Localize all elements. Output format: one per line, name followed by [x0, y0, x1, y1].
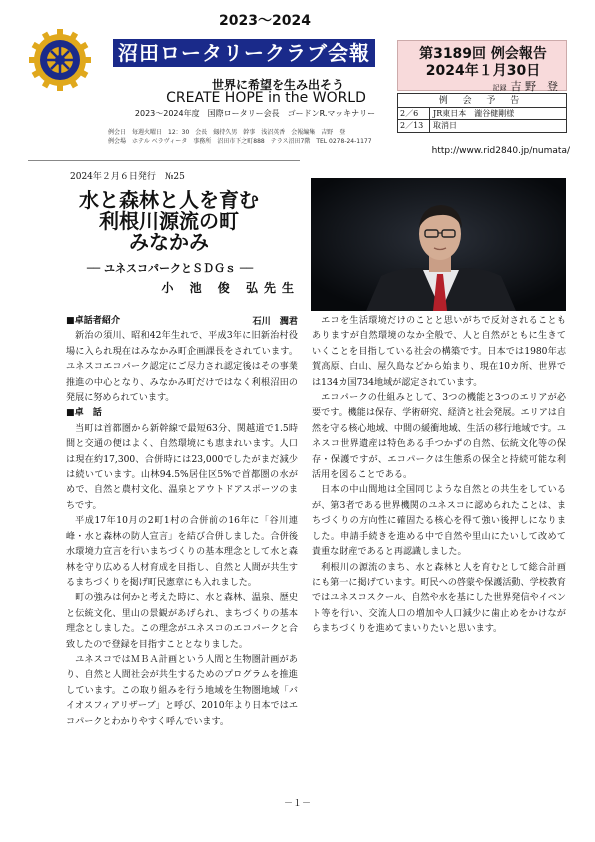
talk-heading: ■卓 話 — [66, 408, 102, 419]
recorder-label: 記録 — [492, 84, 507, 92]
body-paragraph: エコを生活環境だけのことと思いがちで反対されることもありますが自然環境のなか全般で、人と自然がともに生きていくことを目指している社会の構築です。日本では1980年志賀高原、白山、屋久島などから始まり、現在10カ所、世界では134カ国734地域が認定されています。 — [312, 316, 566, 388]
report-date: 2024年１月30日 — [425, 63, 541, 79]
club-year: 2023～2024 — [219, 13, 311, 29]
report-box — [397, 40, 567, 91]
report-number: 第3189回 例会報告 — [419, 46, 547, 62]
intro-paragraph: 新治の須川、昭和42年生れで、平成3年に旧新治村役場に入られ現在はみなかみ町企画課長をされています。ユネスコエコパーク認定にご尽力され認定後はその事業推進の中心となり、みなかみ町だけではなく利根沼田の発展に努められています。 — [66, 331, 298, 404]
divider — [28, 160, 300, 161]
meeting-info-line: 例会日 毎週火曜日 12：30 会長 劔持久男 幹事 浅沼英香 会報編集 吉野 登 — [108, 129, 346, 136]
schedule-date: 2／13 — [398, 120, 430, 132]
body-paragraph: 平成17年10月の2町1村の合併前の16年に「谷川連峰・水と森林の防人宣言」を結び合併しました。合併後水環境力宣言を行いまちづくりの基本理念として水と森林を守り広める人材育成を目指し、自然と人間が共生するまちづくりを掲げ町民憲章にも入れました。 — [66, 516, 298, 588]
meeting-schedule — [397, 93, 567, 133]
schedule-date: 2／6 — [398, 108, 430, 119]
intro-heading-row — [66, 314, 298, 329]
body-paragraph: 当町は首都圏から新幹線で最短63分、関越道で1.5時間と交通の便はよく、自然環境にも恵まれいます。人口は現在約17,300、合併時には23,000でしたがまだ減少は続いています。山林94.5%居住区5%で首都圏の水がめで、自然と農村文化、温泉とアウトドアスポーツのまちです。 — [66, 423, 298, 511]
article-title-line: 利根川源流の町 — [99, 209, 239, 233]
intro-writer: 石川 潤君 — [252, 316, 298, 327]
body-paragraph: ユネスコではＭＢＡ計画という人間と生物圏計画があり、自然と人間社会が共生するためのプログラムを推進しています。この取り組みを行う地域を生物圏地域「バイオスフィアリザーブ」と呼び、2010年より日本ではエコパークとわかりやすく呼んでいます。 — [66, 654, 298, 727]
slogan-japanese: 世界に希望を生み出そう — [211, 78, 344, 92]
body-paragraph: 利根川の源流のまち、水と森林と人を育むとして総合計画にも第一に掲げています。町民への啓蒙や保護活動、学校教育ではユネスコスクール、自然や水を基にした世界発信やイベント等を行い、交流人口の増加や人口減少に歯止めをかけながらまちづくりを進めてまいりたいと思います。 — [312, 562, 566, 635]
article-title-line: 水と森林と人を育む — [79, 188, 259, 212]
season-info: 2023～2024年度 国際ロータリー会長 ゴードンR.マッキナリー — [134, 109, 376, 118]
body-paragraph: 町の強みは何かと考えた時に、水と森林、温泉、歴史と伝統文化、里山の景観があげられ、まちづくりの基本理念としました。この理念がユネスコのエコパークと合致したので登録を目指すこととなりました。 — [66, 593, 298, 650]
schedule-row — [398, 108, 566, 120]
rotary-logo-icon — [28, 28, 92, 92]
schedule-text: JR東日本 瀧谷健剛様 — [433, 109, 515, 118]
meeting-info — [108, 128, 383, 146]
club-name-banner: 沼田ロータリークラブ会報 — [113, 39, 375, 67]
intro-heading: ■卓話者紹介 — [66, 316, 121, 326]
body-paragraph: 日本の中山間地は全国同じような自然との共生をしているが、第3者である世界機関のユネスコに認められたことは、まちづくりの方向性に確固たる核心を得て強い後押しになりました。申請手続きを進める中で自然や里山にたいして改めて貴重な財産であると再認識しました。 — [312, 485, 566, 558]
speaker-photo — [311, 178, 566, 311]
schedule-row — [398, 120, 566, 132]
speaker-name: 小 池 俊 弘先生 — [161, 281, 300, 295]
club-url-link[interactable]: http://www.rid2840.jp/numata/ — [431, 146, 570, 156]
article-title-line: みなかみ — [129, 230, 209, 254]
schedule-text: 取消日 — [433, 121, 457, 130]
article-column-left — [66, 314, 298, 730]
slogan-english: CREATE HOPE in the WORLD — [166, 90, 366, 106]
page-number: －１－ — [283, 799, 311, 809]
schedule-heading: 例 会 予 告 — [398, 94, 566, 108]
issue-date: 2024年２月６日発行 №25 — [70, 172, 185, 182]
recorder — [398, 78, 558, 94]
recorder-name: 吉 野 登 — [510, 80, 558, 93]
body-paragraph: エコパークの仕組みとして、3つの機能と3つのエリアが必要です。機能は保存、学術研究、経済と社会発展。エリアは自然を守る核心地域、中間の緩衝地域、生活の移行地域です。ユネスコ世界遺産は特色ある手つかずの自然、伝統文化等の保存・保護ですが、エコパークは生態系の保全と持続可能な利活用を図ることである。 — [312, 393, 566, 481]
meeting-info-line: 例会場 ホテル ベラヴィータ 事務所 沼田市下之町888 テラス沼田7階 TEL 0278-24-1177 — [108, 138, 372, 145]
article-subtitle: ── ユネスコパークとＳＤＧｓ ── — [86, 262, 254, 275]
article-column-right — [312, 314, 566, 638]
